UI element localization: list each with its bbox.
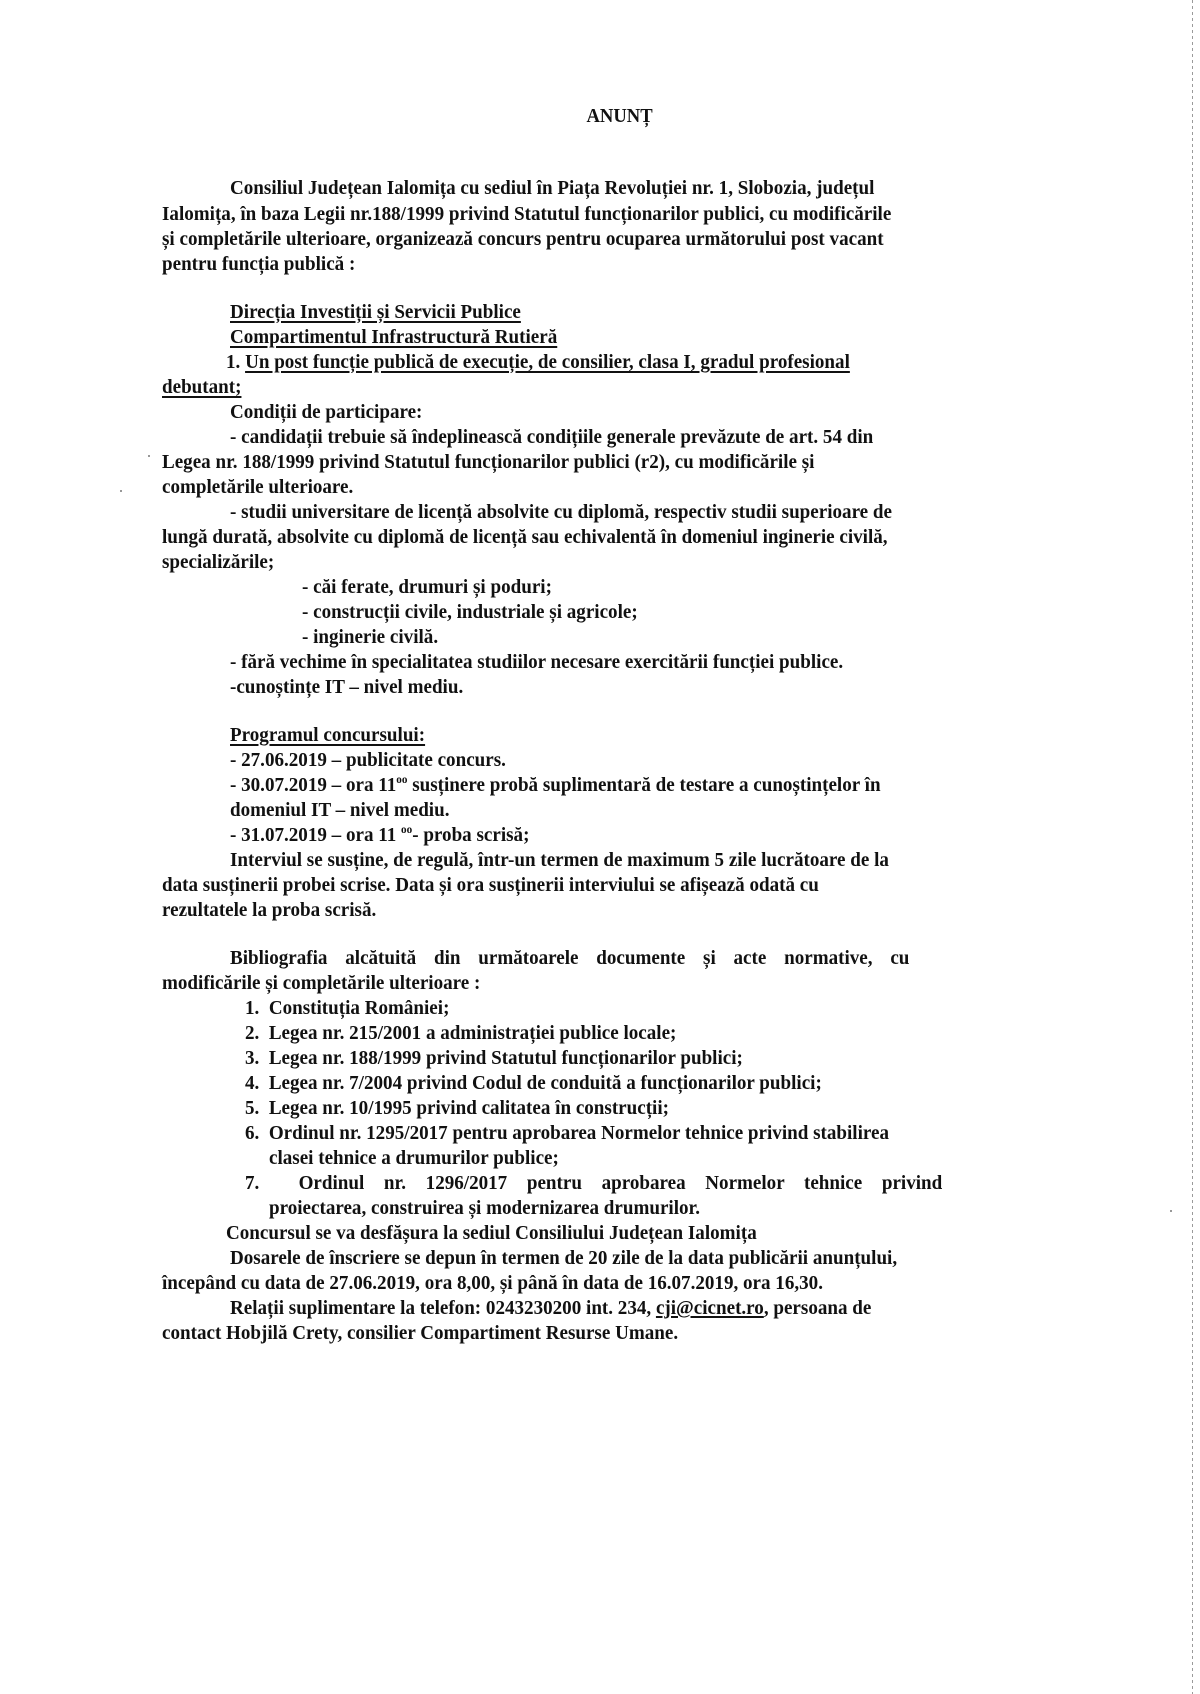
schedule-item xyxy=(230,823,529,847)
position-number: 1. xyxy=(226,351,241,373)
interview-line: Interviul se susține, de regulă, într-un termen de maximum 5 zile lucrătoare de la xyxy=(230,849,889,871)
scan-border-line xyxy=(1192,0,1193,1694)
interview-line: rezultatele la proba scrisă. xyxy=(162,899,377,921)
item-text: Ordinul nr. 1295/2017 pentru aprobarea Normelor tehnice privind stabilirea xyxy=(268,1122,890,1144)
condition-line: specializările; xyxy=(162,551,275,573)
item-number: 6. xyxy=(245,1122,260,1144)
bibliography-item xyxy=(245,1121,889,1145)
item-number: 5. xyxy=(245,1097,260,1119)
schedule-item xyxy=(230,748,506,772)
schedule-date: - 27.06.2019 xyxy=(230,749,327,771)
item-number: 3. xyxy=(245,1047,260,1069)
position-line-cont: debutant; xyxy=(162,376,242,398)
dossier-line: Dosarele de înscriere se depun în termen de 20 zile de la data publicării anunțului, xyxy=(230,1247,898,1269)
document-title xyxy=(0,104,1200,128)
it-skills-line: -cunoștințe IT – nivel mediu. xyxy=(230,676,464,698)
specialization-item: - construcții civile, industriale și agricole; xyxy=(302,601,638,623)
contact-line xyxy=(230,1296,871,1320)
contact-email-link[interactable]: cji@cicnet.ro xyxy=(655,1297,764,1319)
condition-line: - candidații trebuie să îndeplinească condițiile generale prevăzute de art. 54 din xyxy=(230,426,874,448)
bibliography-item xyxy=(245,1096,669,1120)
condition-line: completările ulterioare. xyxy=(162,476,354,498)
schedule-text: – ora 11 xyxy=(326,774,397,796)
position-line xyxy=(226,350,850,374)
conditions-heading: Condiții de participare: xyxy=(230,401,423,423)
schedule-date: - 31.07.2019 xyxy=(230,824,327,846)
schedule-text-rest: susținere probă suplimentară de testare a cunoștințelor în xyxy=(407,774,881,796)
bibliography-item xyxy=(245,1021,676,1045)
item-text: Legea nr. 215/2001 a administrației publice locale; xyxy=(268,1022,677,1044)
item-text: Ordinul nr. 1296/2017 pentru aprobarea Normelor tehnice privind xyxy=(298,1172,943,1194)
position-title: Un post funcție publică de execuție, de consilier, clasa I, gradul profesional xyxy=(245,351,850,373)
intro-line: Ialomița, în baza Legii nr.188/1999 privind Statutul funcționarilor publici, cu modificările xyxy=(162,203,892,225)
bibliography-item xyxy=(245,1071,822,1095)
contact-line-cont: contact Hobjilă Crety, consilier Compartiment Resurse Umane. xyxy=(162,1322,679,1344)
schedule-time-superscript: oo xyxy=(401,822,413,836)
scan-speck xyxy=(1170,1210,1172,1212)
item-text: Legea nr. 188/1999 privind Statutul funcționarilor publici; xyxy=(268,1047,743,1069)
schedule-text: – ora 11 xyxy=(326,824,402,846)
item-number: 4. xyxy=(245,1072,260,1094)
schedule-date: - 30.07.2019 xyxy=(230,774,327,796)
schedule-text-rest: - proba scrisă; xyxy=(412,824,530,846)
schedule-heading: Programul concursului: xyxy=(230,724,426,746)
specialization-item: - inginerie civilă. xyxy=(302,626,439,648)
interview-line: data susținerii probei scrise. Data și ora susținerii interviului se afișează odată cu xyxy=(162,874,819,896)
experience-line: - fără vechime în specialitatea studiilor necesare exercitării funcției publice. xyxy=(230,651,844,673)
bibliography-item-cont: clasei tehnice a drumurilor publice; xyxy=(269,1147,559,1169)
venue-line: Concursul se va desfășura la sediul Consiliului Județean Ialomița xyxy=(226,1222,757,1244)
item-text: Legea nr. 7/2004 privind Codul de conduită a funcționarilor publici; xyxy=(268,1072,822,1094)
condition-line: lungă durată, absolvite cu diplomă de licență sau echivalentă în domeniul inginerie civilă, xyxy=(162,526,888,548)
bibliography-item xyxy=(245,1171,942,1195)
bibliography-item xyxy=(245,996,449,1020)
condition-line: - studii universitare de licență absolvite cu diplomă, respectiv studii superioare de xyxy=(230,501,892,523)
bibliography-intro: modificările și completările ulterioare : xyxy=(162,972,481,994)
intro-line: și completările ulterioare, organizează concurs pentru ocuparea următorului post vacant xyxy=(162,228,884,250)
dossier-line: începând cu data de 27.06.2019, ora 8,00, și până în data de 16.07.2019, ora 16,30. xyxy=(162,1272,823,1294)
title-text: ANUNȚ xyxy=(586,105,654,127)
scan-speck xyxy=(120,490,122,492)
item-text: Legea nr. 10/1995 privind calitatea în construcții; xyxy=(268,1097,670,1119)
intro-line: Consiliul Județean Ialomița cu sediul în Piața Revoluției nr. 1, Slobozia, județul xyxy=(230,177,875,199)
schedule-text: – publicitate concurs. xyxy=(326,749,506,771)
schedule-item-cont: domeniul IT – nivel mediu. xyxy=(230,799,450,821)
schedule-item xyxy=(230,773,881,797)
schedule-time-superscript: oo xyxy=(396,772,408,786)
bibliography-item xyxy=(245,1046,743,1070)
specialization-item: - căi ferate, drumuri și poduri; xyxy=(302,576,552,598)
item-text: Constituția României; xyxy=(268,997,450,1019)
contact-phone-text: Relații suplimentare la telefon: 0243230200 int. 234, xyxy=(230,1297,656,1319)
compartment-heading: Compartimentul Infrastructură Rutieră xyxy=(230,326,558,348)
bibliography-item-cont: proiectarea, construirea și modernizarea drumurilor. xyxy=(269,1197,701,1219)
scan-speck xyxy=(148,455,150,457)
condition-line: Legea nr. 188/1999 privind Statutul funcționarilor publici (r2), cu modificările și xyxy=(162,451,815,473)
contact-suffix: , persoana de xyxy=(763,1297,872,1319)
intro-line: pentru funcția publică : xyxy=(162,253,356,275)
item-number: 1. xyxy=(245,997,260,1019)
item-number: 2. xyxy=(245,1022,260,1044)
department-heading: Direcția Investiții și Servicii Publice xyxy=(230,301,521,323)
item-number: 7. xyxy=(245,1172,260,1194)
bibliography-intro: Bibliografia alcătuită din următoarele documente și acte normative, cu xyxy=(230,947,910,969)
